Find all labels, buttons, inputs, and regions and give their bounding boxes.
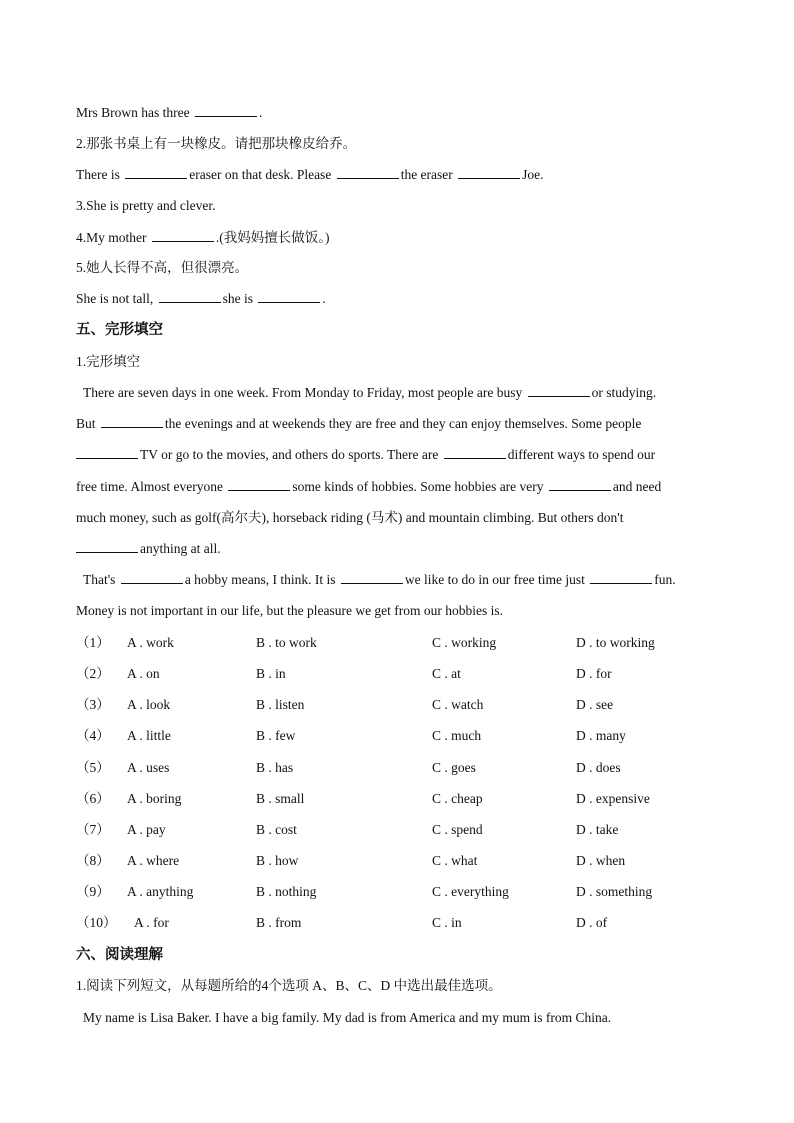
passage-text: a hobby means, I think. It is [184, 572, 336, 587]
option-a: A . pay [127, 822, 166, 837]
question-number: （6） [76, 791, 110, 806]
option-d: D . take [576, 822, 619, 837]
sentence-text: Mrs Brown has three [76, 105, 190, 120]
option-d: D . see [576, 697, 614, 712]
passage-text: But [76, 416, 96, 431]
option-d: D . to working [576, 635, 655, 650]
option-c: C . much [432, 728, 482, 743]
answer-blank [549, 478, 611, 491]
translation-question-2: 2.那张书桌上有一块橡皮。请把那块橡皮给乔。 [76, 136, 357, 151]
option-c: C . working [432, 635, 497, 650]
passage-line [76, 540, 221, 558]
option-c: C . at [432, 666, 461, 681]
passage-line [83, 384, 656, 402]
option-d: D . for [576, 666, 612, 681]
passage-text: we like to do in our free time just [404, 572, 585, 587]
option-c: C . goes [432, 760, 476, 775]
translation-question-5: 5.她人长得不高，但很漂亮。 [76, 260, 249, 275]
answer-blank [195, 104, 257, 117]
question-number: （3） [76, 697, 110, 712]
question-options [76, 759, 756, 777]
option-a: A . uses [127, 760, 170, 775]
option-c: C . in [432, 915, 462, 930]
passage-text: There are seven days in one week. From Monday to Friday, most people are busy [83, 385, 523, 400]
option-a: A . work [127, 635, 174, 650]
passage-line [76, 415, 641, 433]
translation-line-5 [76, 290, 326, 308]
option-c: C . watch [432, 697, 484, 712]
question-number: （10） [76, 915, 117, 930]
question-number: （8） [76, 853, 110, 868]
option-a: A . little [127, 728, 171, 743]
passage-text: fun. [654, 572, 676, 587]
translation-question-4 [76, 229, 330, 247]
question-options [76, 634, 756, 652]
question-number: （2） [76, 666, 110, 681]
sentence-text: .(我妈妈擅长做饭。) [215, 230, 330, 245]
passage-text: anything at all. [140, 541, 221, 556]
answer-blank [258, 290, 320, 303]
answer-blank [159, 290, 221, 303]
passage-text: and need [612, 479, 662, 494]
translation-line-1 [76, 104, 262, 122]
option-a: A . where [127, 853, 180, 868]
option-c: C . spend [432, 822, 483, 837]
passage-line [76, 446, 655, 464]
passage-text: different ways to spend our [507, 447, 656, 462]
question-number: （5） [76, 760, 110, 775]
answer-blank [125, 166, 187, 179]
passage-text: free time. Almost everyone [76, 479, 223, 494]
option-d: D . of [576, 915, 608, 930]
option-c: C . everything [432, 884, 509, 899]
answer-blank [590, 571, 652, 584]
question-number: （1） [76, 635, 110, 650]
option-b: B . in [256, 666, 286, 681]
sentence-text: . [258, 105, 263, 120]
question-options [76, 665, 756, 683]
answer-blank [76, 446, 138, 459]
answer-blank [152, 229, 214, 242]
option-b: B . few [256, 728, 296, 743]
option-b: B . small [256, 791, 305, 806]
option-c: C . cheap [432, 791, 483, 806]
translation-line-2 [76, 166, 544, 184]
option-b: B . to work [256, 635, 317, 650]
answer-blank [228, 478, 290, 491]
answer-blank [337, 166, 399, 179]
passage-text: some kinds of hobbies. Some hobbies are very [292, 479, 544, 494]
section-subheading: 1.阅读下列短文，从每题所给的4个选项 A、B、C、D 中选出最佳选项。 [76, 978, 502, 993]
sentence-text: There is [76, 167, 120, 182]
question-number: （4） [76, 728, 110, 743]
option-d: D . something [576, 884, 653, 899]
section-subheading: 1.完形填空 [76, 354, 141, 369]
option-b: B . how [256, 853, 299, 868]
passage-line [76, 478, 661, 496]
option-b: B . from [256, 915, 302, 930]
sentence-text: She is not tall, [76, 291, 154, 306]
passage-line: Money is not important in our life, but the pleasure we get from our hobbies is. [76, 603, 504, 618]
option-a: A . on [127, 666, 160, 681]
option-d: D . many [576, 728, 626, 743]
answer-blank [528, 384, 590, 397]
question-number: （9） [76, 884, 110, 899]
passage-text: That's [83, 572, 116, 587]
question-options [76, 790, 756, 808]
question-options [76, 696, 756, 714]
option-b: B . listen [256, 697, 305, 712]
passage-text: or studying. [591, 385, 657, 400]
answer-blank [341, 571, 403, 584]
option-a: A . boring [127, 791, 182, 806]
passage-line: My name is Lisa Baker. I have a big family. My dad is from America and my mum is from China. [83, 1010, 612, 1025]
question-options [76, 914, 756, 932]
option-b: B . has [256, 760, 294, 775]
section-heading-reading: 六、阅读理解 [76, 947, 163, 963]
option-c: C . what [432, 853, 478, 868]
question-options [76, 821, 756, 839]
option-a: A . look [127, 697, 171, 712]
sentence-text: the eraser [400, 167, 453, 182]
passage-text: the evenings and at weekends they are free and they can enjoy themselves. Some people [164, 416, 642, 431]
question-options [76, 852, 756, 870]
option-a: A . for [134, 915, 169, 930]
sentence-text: Joe. [522, 167, 544, 182]
option-d: D . expensive [576, 791, 650, 806]
question-number: （7） [76, 822, 110, 837]
answer-blank [458, 166, 520, 179]
question-options [76, 883, 756, 901]
sentence-text: 4.My mother [76, 230, 147, 245]
sentence-text: . [322, 291, 326, 306]
option-a: A . anything [127, 884, 194, 899]
translation-question-3: 3.She is pretty and clever. [76, 198, 216, 213]
answer-blank [76, 540, 138, 553]
answer-blank [444, 446, 506, 459]
answer-blank [101, 415, 163, 428]
section-heading-cloze: 五、完形填空 [76, 322, 163, 338]
sentence-text: eraser on that desk. Please [189, 167, 332, 182]
option-b: B . cost [256, 822, 297, 837]
passage-line [83, 571, 676, 589]
answer-blank [121, 571, 183, 584]
option-b: B . nothing [256, 884, 317, 899]
passage-line: much money, such as golf(高尔夫), horseback riding (马术) and mountain climbing. But others don't [76, 510, 624, 525]
option-d: D . when [576, 853, 626, 868]
question-options [76, 727, 756, 745]
option-d: D . does [576, 760, 621, 775]
passage-text: TV or go to the movies, and others do sports. There are [140, 447, 439, 462]
sentence-text: she is [222, 291, 253, 306]
